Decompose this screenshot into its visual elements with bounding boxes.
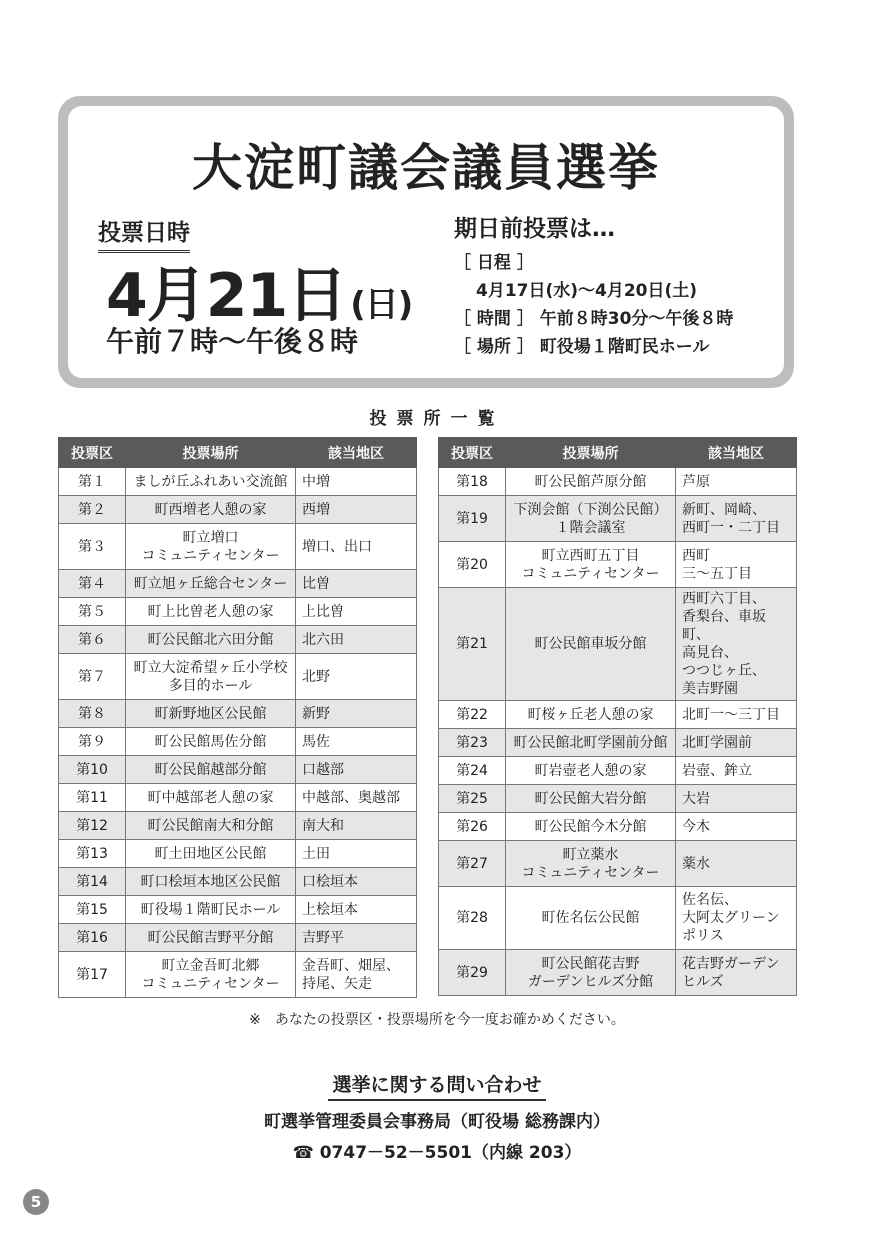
table-row <box>59 756 417 784</box>
district-cell: 第25 <box>439 785 506 813</box>
place-cell: 町公民館北町学園前分館 <box>506 729 676 757</box>
district-cell: 第16 <box>59 924 126 952</box>
election-header-inner <box>68 106 784 378</box>
place-cell: 町立金吾町北郷 コミュニティセンター <box>126 952 296 998</box>
area-cell: 北町一～三丁目 <box>676 701 797 729</box>
place-cell: 町公民館吉野平分館 <box>126 924 296 952</box>
place-cell: 町立増口 コミュニティセンター <box>126 524 296 570</box>
place-cell: 町公民館馬佐分館 <box>126 728 296 756</box>
table-row <box>59 728 417 756</box>
place-cell: 町公民館南大和分館 <box>126 812 296 840</box>
election-title: 大淀町議会議員選挙 <box>192 139 660 197</box>
early-schedule-label: ［ 日程 ］ <box>454 253 534 273</box>
district-cell: 第10 <box>59 756 126 784</box>
district-cell: 第20 <box>439 542 506 588</box>
district-cell: 第18 <box>439 468 506 496</box>
area-cell: 北野 <box>296 654 417 700</box>
area-cell: 大岩 <box>676 785 797 813</box>
area-cell: 西町 三～五丁目 <box>676 542 797 588</box>
table-row <box>439 950 797 996</box>
early-voting-info <box>454 210 733 361</box>
table-row <box>59 524 417 570</box>
area-cell: 比曽 <box>296 570 417 598</box>
table-row <box>439 729 797 757</box>
area-cell: 口越部 <box>296 756 417 784</box>
area-cell: 佐名伝、 大阿太グリーン ポリス <box>676 887 797 950</box>
vote-date-day: 4月21日 <box>106 261 347 331</box>
table-row <box>439 468 797 496</box>
table-row <box>59 700 417 728</box>
place-cell: 町中越部老人憩の家 <box>126 784 296 812</box>
polling-table-left <box>58 437 417 998</box>
polling-table-right <box>438 437 797 996</box>
district-cell: 第５ <box>59 598 126 626</box>
column-header-place: 投票場所 <box>506 438 676 468</box>
table-row <box>59 952 417 998</box>
area-cell: 新野 <box>296 700 417 728</box>
place-cell: 町役場１階町民ホール <box>126 896 296 924</box>
place-cell: 町公民館今木分館 <box>506 813 676 841</box>
place-cell: 町立西町五丁目 コミュニティセンター <box>506 542 676 588</box>
area-cell: 岩壺、鉾立 <box>676 757 797 785</box>
area-cell: 西町六丁目、 香梨台、車坂町、 高見台、 つつじヶ丘、 美吉野園 <box>676 588 797 701</box>
district-cell: 第15 <box>59 896 126 924</box>
column-header-area: 該当地区 <box>296 438 417 468</box>
table-row <box>59 924 417 952</box>
place-cell: 町公民館越部分館 <box>126 756 296 784</box>
place-cell: 町立大淀希望ヶ丘小学校 多目的ホール <box>126 654 296 700</box>
place-cell: 町公民館芦原分館 <box>506 468 676 496</box>
table-row <box>439 757 797 785</box>
column-header-district: 投票区 <box>439 438 506 468</box>
table-row <box>439 841 797 887</box>
area-cell: 北六田 <box>296 626 417 654</box>
district-cell: 第12 <box>59 812 126 840</box>
table-row <box>59 654 417 700</box>
contact-title: 選挙に関する問い合わせ <box>328 1070 545 1101</box>
column-header-district: 投票区 <box>59 438 126 468</box>
district-cell: 第３ <box>59 524 126 570</box>
place-cell: 町立薬水 コミュニティセンター <box>506 841 676 887</box>
place-cell: 町口桧垣本地区公民館 <box>126 868 296 896</box>
place-cell: 町西増老人憩の家 <box>126 496 296 524</box>
column-header-area: 該当地区 <box>676 438 797 468</box>
district-cell: 第22 <box>439 701 506 729</box>
district-cell: 第９ <box>59 728 126 756</box>
area-cell: 中増 <box>296 468 417 496</box>
area-cell: 馬佐 <box>296 728 417 756</box>
area-cell: 芦原 <box>676 468 797 496</box>
table-row <box>59 468 417 496</box>
district-cell: 第23 <box>439 729 506 757</box>
area-cell: 口桧垣本 <box>296 868 417 896</box>
table-row <box>439 813 797 841</box>
early-place: ［ 場所 ］ 町役場１階町民ホール <box>454 337 710 357</box>
table-row <box>439 588 797 701</box>
contact-section <box>0 1070 874 1163</box>
place-cell: 町上比曽老人憩の家 <box>126 598 296 626</box>
table-row <box>439 785 797 813</box>
vote-time: 午前７時～午後８時 <box>106 325 359 358</box>
table-header-row <box>59 438 417 468</box>
area-cell: 南大和 <box>296 812 417 840</box>
district-cell: 第29 <box>439 950 506 996</box>
area-cell: 吉野平 <box>296 924 417 952</box>
district-cell: 第21 <box>439 588 506 701</box>
early-schedule-value: 4月17日(水)～4月20日(土) <box>476 281 698 301</box>
district-cell: 第26 <box>439 813 506 841</box>
district-cell: 第13 <box>59 840 126 868</box>
place-cell: 町新野地区公民館 <box>126 700 296 728</box>
district-cell: 第24 <box>439 757 506 785</box>
district-cell: 第７ <box>59 654 126 700</box>
district-cell: 第１ <box>59 468 126 496</box>
table-row <box>59 570 417 598</box>
place-cell: 町公民館大岩分館 <box>506 785 676 813</box>
area-cell: 土田 <box>296 840 417 868</box>
contact-tel-number: 0747－52－5501（内線 203） <box>319 1143 582 1163</box>
area-cell: 上比曽 <box>296 598 417 626</box>
early-time: ［ 時間 ］ 午前８時30分～午後８時 <box>454 309 734 329</box>
district-cell: 第27 <box>439 841 506 887</box>
area-cell: 花吉野ガーデン ヒルズ <box>676 950 797 996</box>
table-row <box>59 896 417 924</box>
contact-telephone <box>0 1138 874 1163</box>
area-cell: 薬水 <box>676 841 797 887</box>
area-cell: 上桧垣本 <box>296 896 417 924</box>
table-row <box>59 626 417 654</box>
table-row <box>439 542 797 588</box>
page-number: 5 <box>23 1189 49 1215</box>
area-cell: 中越部、奥越部 <box>296 784 417 812</box>
vote-date-weekday: (日) <box>350 285 413 325</box>
area-cell: 新町、岡崎、 西町一・二丁目 <box>676 496 797 542</box>
place-cell: 下渕会館（下渕公民館） １階会議室 <box>506 496 676 542</box>
table-row <box>59 496 417 524</box>
table-row <box>59 598 417 626</box>
early-voting-heading: 期日前投票は… <box>454 216 615 242</box>
district-cell: 第19 <box>439 496 506 542</box>
district-cell: 第４ <box>59 570 126 598</box>
table-row <box>59 812 417 840</box>
table-row <box>59 784 417 812</box>
place-cell: 町岩壺老人憩の家 <box>506 757 676 785</box>
table-row <box>59 840 417 868</box>
district-cell: 第14 <box>59 868 126 896</box>
district-cell: 第２ <box>59 496 126 524</box>
area-cell: 西増 <box>296 496 417 524</box>
area-cell: 金吾町、畑屋、 持尾、矢走 <box>296 952 417 998</box>
district-cell: 第８ <box>59 700 126 728</box>
table-row <box>439 496 797 542</box>
district-cell: 第６ <box>59 626 126 654</box>
district-cell: 第11 <box>59 784 126 812</box>
place-cell: 町公民館北六田分館 <box>126 626 296 654</box>
district-cell: 第28 <box>439 887 506 950</box>
area-cell: 今木 <box>676 813 797 841</box>
contact-office: 町選挙管理委員会事務局（町役場 総務課内） <box>264 1112 610 1132</box>
district-cell: 第17 <box>59 952 126 998</box>
place-cell: 町立旭ヶ丘総合センター <box>126 570 296 598</box>
election-header-box <box>58 96 794 388</box>
column-header-place: 投票場所 <box>126 438 296 468</box>
place-cell: 町土田地区公民館 <box>126 840 296 868</box>
area-cell: 北町学園前 <box>676 729 797 757</box>
phone-icon: ☎ <box>292 1143 314 1163</box>
table-row <box>439 701 797 729</box>
place-cell: 町佐名伝公民館 <box>506 887 676 950</box>
table-row <box>59 868 417 896</box>
confirmation-note: ※ あなたの投票区・投票場所を今一度お確かめください。 <box>249 1012 625 1028</box>
place-cell: 町桜ヶ丘老人憩の家 <box>506 701 676 729</box>
polling-list-title: 投票所一覧 <box>369 409 505 429</box>
place-cell: ましが丘ふれあい交流館 <box>126 468 296 496</box>
table-row <box>439 887 797 950</box>
vote-date-label: 投票日時 <box>98 214 190 253</box>
table-header-row <box>439 438 797 468</box>
place-cell: 町公民館車坂分館 <box>506 588 676 701</box>
area-cell: 増口、出口 <box>296 524 417 570</box>
place-cell: 町公民館花吉野 ガーデンヒルズ分館 <box>506 950 676 996</box>
